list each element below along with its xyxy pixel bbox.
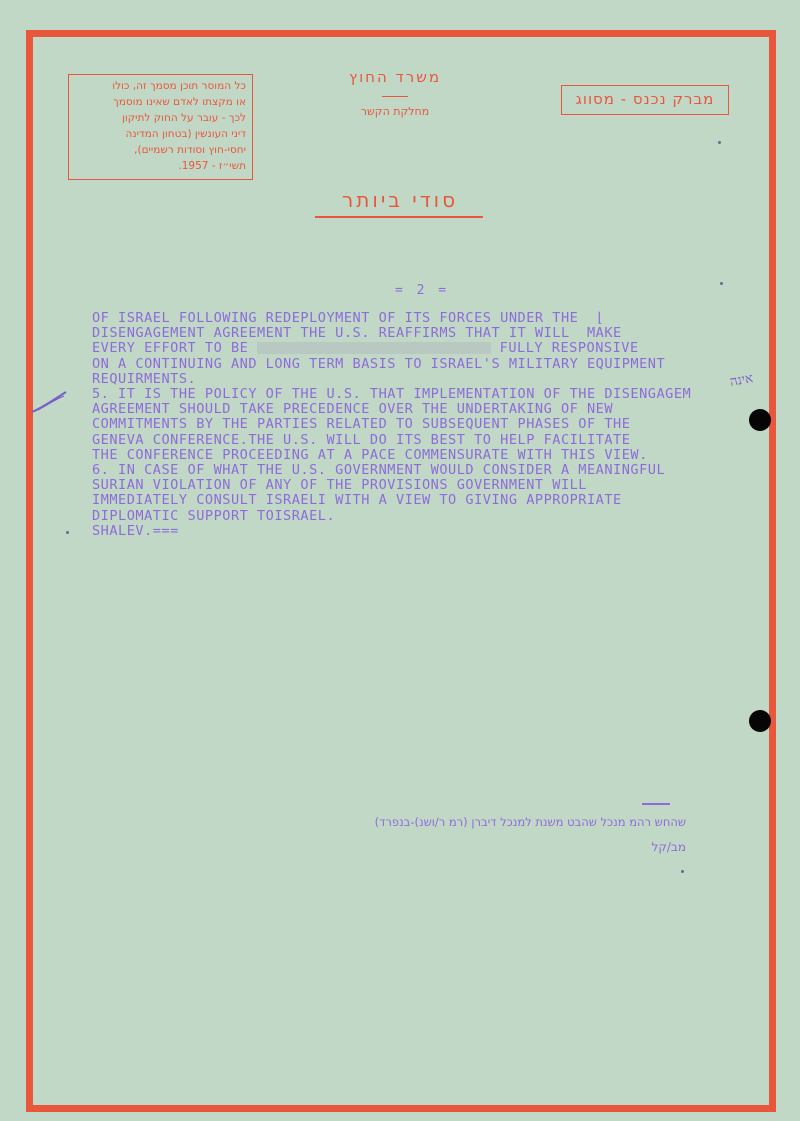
legal-notice-line: יחסי-חוץ וסודות רשמיים), — [134, 144, 246, 156]
legal-notice-box — [68, 74, 253, 180]
department-name: מחלקת הקשר — [360, 105, 430, 118]
legal-notice-line: או מקצתו לאדם שאינו מוסמך — [113, 96, 246, 108]
redaction-block — [257, 342, 491, 354]
legal-notice-line: דיני העונשין (בטחון המדינה — [125, 128, 246, 140]
ministry-header — [325, 68, 465, 118]
signature-line: SHALEV.=== — [92, 522, 179, 539]
body-line: REQUIRMENTS. — [92, 370, 197, 387]
ministry-divider — [382, 96, 408, 97]
telegram-type-stamp: מברק נכנס - מסווג — [561, 85, 729, 115]
body-line: THE CONFERENCE PROCEEDING AT A PACE COMMENSURATE WITH THIS VIEW. — [92, 446, 648, 463]
handwritten-margin-note: אינה — [728, 371, 755, 390]
punch-hole — [749, 409, 771, 431]
ministry-name: משרד החוץ — [348, 68, 442, 86]
legal-notice-line: תשי״ז - 1957. — [178, 160, 246, 172]
body-line-redacted — [92, 341, 762, 356]
body-line: AGREEMENT SHOULD TAKE PRECEDENCE OVER THE UNDERTAKING OF NEW — [92, 401, 614, 418]
body-line: DIPLOMATIC SUPPORT TOISRAEL. — [92, 507, 336, 524]
distribution-divider — [642, 803, 670, 805]
body-line: OF ISRAEL FOLLOWING REDEPLOYMENT OF ITS FORCES UNDER THE ⌊ — [92, 310, 605, 326]
classification-underline — [315, 216, 483, 218]
ink-speck — [681, 870, 684, 873]
ink-speck — [718, 141, 721, 144]
telegram-body — [92, 311, 762, 539]
body-line: IMMEDIATELY CONSULT ISRAELI WITH A VIEW TO GIVING APPROPRIATE — [92, 492, 622, 509]
sender-initials: מב/קל — [651, 840, 686, 854]
classification-heading: סודי ביותר — [341, 188, 459, 212]
body-line: DISENGAGEMENT AGREEMENT THE U.S. REAFFIRMS THAT IT WILL MAKE — [92, 325, 622, 342]
body-line-start: EVERY EFFORT TO BE — [92, 340, 257, 357]
page-number: = 2 = — [395, 283, 450, 298]
body-line: ON A CONTINUING AND LONG TERM BASIS TO ISRAEL'S MILITARY EQUIPMENT — [92, 355, 666, 372]
legal-notice-line: כל המוסר תוכן מסמך זה, כולו — [112, 80, 246, 92]
body-line: 6. IN CASE OF WHAT THE U.S. GOVERNMENT WOULD CONSIDER A MEANINGFUL — [92, 462, 666, 479]
legal-notice-line: לכך - עובר על החוק לתיקון — [121, 112, 246, 124]
punch-hole — [749, 710, 771, 732]
distribution-list: שהחש רהמ מנכל שהבט משנת למנכל דיברן (רמ ר/ושנ)-בנפרד) — [374, 815, 686, 829]
body-line-end: FULLY RESPONSIVE — [491, 340, 639, 357]
body-line: GENEVA CONFERENCE.THE U.S. WILL DO ITS BEST TO HELP FACILITATE — [92, 431, 631, 448]
body-line: COMMITMENTS BY THE PARTIES RELATED TO SUBSEQUENT PHASES OF THE — [92, 416, 631, 433]
ink-speck — [720, 282, 723, 285]
pen-mark — [30, 386, 70, 416]
body-line: 5. IT IS THE POLICY OF THE U.S. THAT IMPLEMENTATION OF THE DISENGAGEM — [92, 386, 692, 403]
body-line: SURIAN VIOLATION OF ANY OF THE PROVISIONS GOVERNMENT WILL — [92, 477, 587, 494]
ink-speck — [66, 531, 69, 534]
